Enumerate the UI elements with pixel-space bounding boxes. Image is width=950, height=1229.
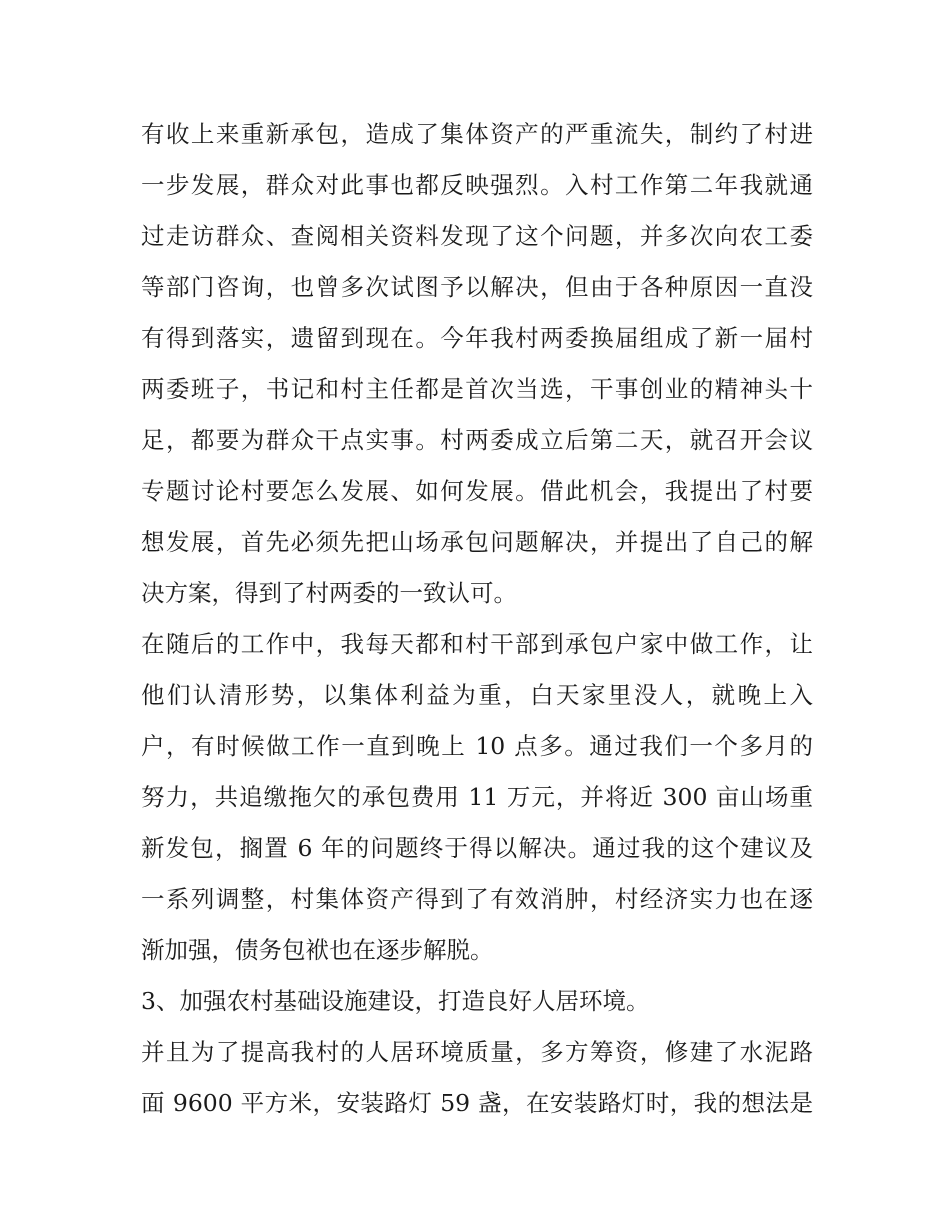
text-line: 一系列调整，村集体资产得到了有效消肿，村经济实力也在逐 <box>141 885 813 913</box>
text-line: 户，有时候做工作一直到晚上 10 点多。通过我们一个多月的 <box>141 732 813 760</box>
text-line: 在随后的工作中，我每天都和村干部到承包户家中做工作，让 <box>141 630 813 658</box>
document-body <box>141 109 813 1129</box>
text-line: 努力，共追缴拖欠的承包费用 11 万元，并将近 300 亩山场重 <box>141 783 813 811</box>
text-line: 专题讨论村要怎么发展、如何发展。借此机会，我提出了村要 <box>141 477 813 505</box>
text-line: 并且为了提高我村的人居环境质量，多方筹资，修建了水泥路 <box>141 1038 813 1066</box>
text-line: 足，都要为群众干点实事。村两委成立后第二天，就召开会议 <box>141 426 813 454</box>
paragraph-2 <box>141 619 813 976</box>
text-line: 有收上来重新承包，造成了集体资产的严重流失，制约了村进 <box>141 120 813 148</box>
text-line: 等部门咨询，也曾多次试图予以解决，但由于各种原因一直没 <box>141 273 813 301</box>
paragraph-3 <box>141 1027 813 1129</box>
text-line: 决方案，得到了村两委的一致认可。 <box>141 579 517 607</box>
text-line: 3、加强农村基础设施建设，打造良好人居环境。 <box>141 987 650 1015</box>
text-line: 一步发展，群众对此事也都反映强烈。入村工作第二年我就通 <box>141 171 813 199</box>
text-line: 有得到落实，遗留到现在。今年我村两委换届组成了新一届村 <box>141 324 813 352</box>
text-line: 过走访群众、查阅相关资料发现了这个问题，并多次向农工委 <box>141 222 813 250</box>
text-line: 面 9600 平方米，安装路灯 59 盏，在安装路灯时，我的想法是 <box>141 1089 813 1117</box>
text-line: 新发包，搁置 6 年的问题终于得以解决。通过我的这个建议及 <box>141 834 813 862</box>
section-heading <box>141 976 813 1027</box>
text-line: 想发展，首先必须先把山场承包问题解决，并提出了自己的解 <box>141 528 813 556</box>
paragraph-1 <box>141 109 813 619</box>
text-line: 渐加强，债务包袱也在逐步解脱。 <box>141 936 494 964</box>
text-line: 他们认清形势，以集体利益为重，白天家里没人，就晚上入 <box>141 681 813 709</box>
text-line: 两委班子，书记和村主任都是首次当选，干事创业的精神头十 <box>141 375 813 403</box>
